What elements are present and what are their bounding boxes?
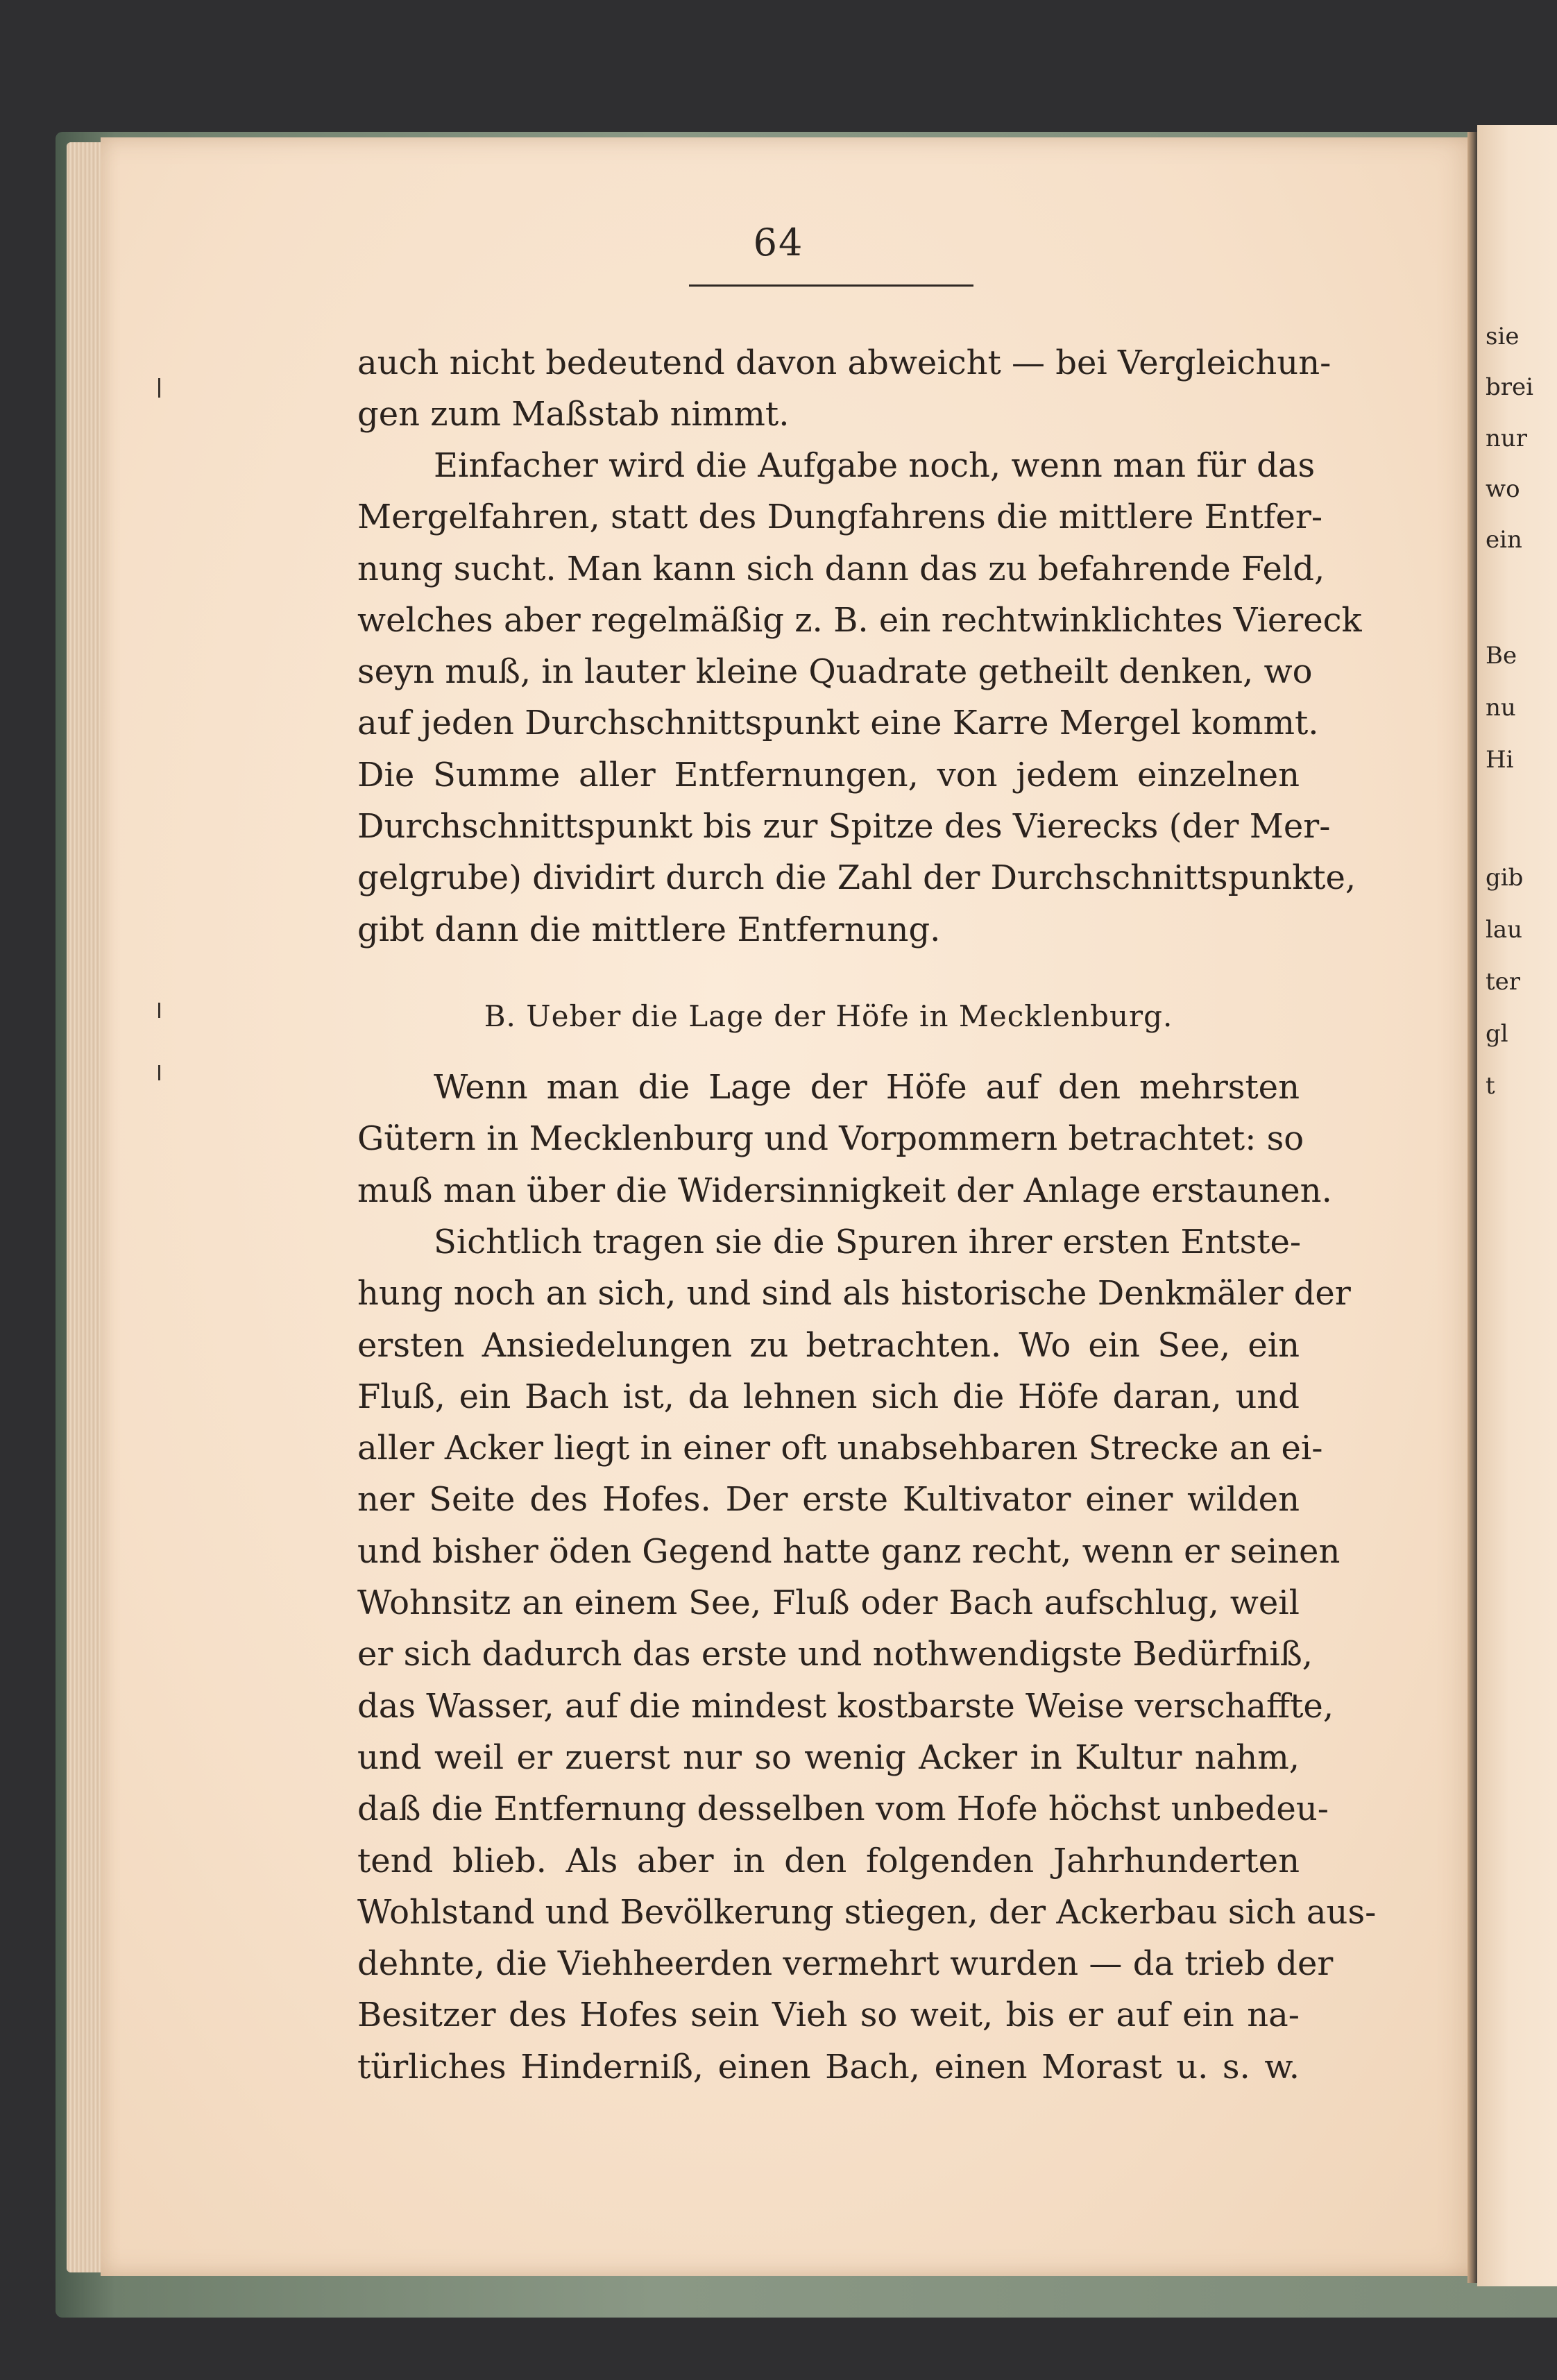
text-line: tend blieb. Als aber in den folgenden Jahrhunderten — [357, 1841, 1300, 1880]
facing-page-fragment: ter — [1486, 968, 1521, 996]
margin-mark — [158, 1003, 160, 1018]
facing-page-fragment: nur — [1486, 425, 1528, 452]
book-gutter — [1467, 132, 1477, 2283]
margin-mark — [158, 1065, 160, 1080]
text-line: Sichtlich tragen sie die Spuren ihrer ersten Entste- — [434, 1223, 1302, 1261]
paragraph-mergel — [357, 440, 1362, 955]
text-line: welches aber regelmäßig z. B. ein rechtwinklichtes Viereck — [357, 600, 1362, 640]
facing-page-edge — [1477, 125, 1557, 2286]
text-line: auch nicht bedeutend davon abweicht — bei Vergleichun- — [357, 343, 1331, 382]
facing-page-fragment: wo — [1486, 475, 1520, 503]
text-line: und bisher öden Gegend hatte ganz recht, wenn er seinen — [357, 1531, 1341, 1571]
section-heading: B. Ueber die Lage der Höfe in Mecklenburg. — [484, 999, 1173, 1033]
facing-page-fragment: gl — [1486, 1020, 1508, 1048]
facing-page-fragment: sie — [1486, 323, 1520, 350]
paragraph-hoefe-intro — [357, 1062, 1332, 1216]
text-line: nung sucht. Man kann sich dann das zu befahrende Feld, — [357, 549, 1325, 588]
facing-page-fragment: nu — [1486, 694, 1516, 722]
header-rule — [689, 284, 973, 287]
text-line: gen zum Maßstab nimmt. — [357, 395, 790, 434]
text-line: das Wasser, auf die mindest kostbarste Weise verschaffte, — [357, 1686, 1334, 1726]
text-line: Durchschnittspunkt bis zur Spitze des Vierecks (der Mer- — [357, 807, 1331, 847]
text-line: auf jeden Durchschnittspunkt eine Karre Mergel kommt. — [357, 704, 1319, 743]
text-line: Wohnsitz an einem See, Fluß oder Bach aufschlug, weil — [357, 1583, 1300, 1623]
facing-page-fragment: ein — [1486, 526, 1522, 554]
paragraph-hoefe-history — [357, 1216, 1377, 2093]
text-line: Wohlstand und Bevölkerung stiegen, der Ackerbau sich aus- — [357, 1892, 1377, 1932]
text-line: türliches Hinderniß, einen Bach, einen Morast u. s. w. — [357, 2047, 1300, 2086]
facing-page-fragment: t — [1486, 1072, 1495, 1100]
facing-page-fragment: Be — [1486, 642, 1517, 670]
text-line: Gütern in Mecklenburg und Vorpommern betrachtet: so — [357, 1119, 1304, 1159]
text-line: ner Seite des Hofes. Der erste Kultivator einer wilden — [357, 1480, 1300, 1520]
facing-page-fragment: gib — [1486, 864, 1524, 892]
text-line: Wenn man die Lage der Höfe auf den mehrsten — [434, 1068, 1300, 1107]
text-line: Fluß, ein Bach ist, da lehnen sich die Höfe daran, und — [357, 1377, 1300, 1416]
text-line: muß man über die Widersinnigkeit der Anlage erstaunen. — [357, 1171, 1332, 1210]
text-line: Einfacher wird die Aufgabe noch, wenn man für das — [434, 446, 1316, 485]
text-line: Mergelfahren, statt des Dungfahrens die mittlere Entfer- — [357, 498, 1323, 537]
text-line: dehnte, die Viehheerden vermehrt wurden — da trieb der — [357, 1944, 1334, 1984]
text-line: gelgrube) dividirt durch die Zahl der Durchschnittspunkte, — [357, 858, 1356, 898]
text-line: ersten Ansiedelungen zu betrachten. Wo ein See, ein — [357, 1325, 1300, 1365]
text-line: seyn muß, in lauter kleine Quadrate getheilt denken, wo — [357, 652, 1313, 692]
text-line: Die Summe aller Entfernungen, von jedem einzelnen — [357, 755, 1300, 794]
text-line: aller Acker liegt in einer oft unabsehbaren Strecke an ei- — [357, 1429, 1323, 1468]
facing-page-fragment: brei — [1486, 373, 1534, 401]
facing-page-fragment: lau — [1486, 916, 1523, 944]
text-line: Besitzer des Hofes sein Vieh so weit, bis er auf ein na- — [357, 1996, 1300, 2035]
text-line: gibt dann die mittlere Entfernung. — [357, 910, 941, 949]
text-line: hung noch an sich, und sind als historische Denkmäler der — [357, 1274, 1351, 1314]
text-line: daß die Entfernung desselben vom Hofe höchst unbedeu- — [357, 1790, 1329, 1829]
paragraph-continued — [357, 337, 1331, 441]
facing-page-fragment: Hi — [1486, 746, 1514, 774]
text-line: und weil er zuerst nur so wenig Acker in Kultur nahm, — [357, 1737, 1300, 1777]
text-line: er sich dadurch das erste und nothwendigste Bedürfniß, — [357, 1635, 1313, 1674]
page-number: 64 — [753, 221, 804, 264]
margin-mark — [158, 378, 160, 398]
